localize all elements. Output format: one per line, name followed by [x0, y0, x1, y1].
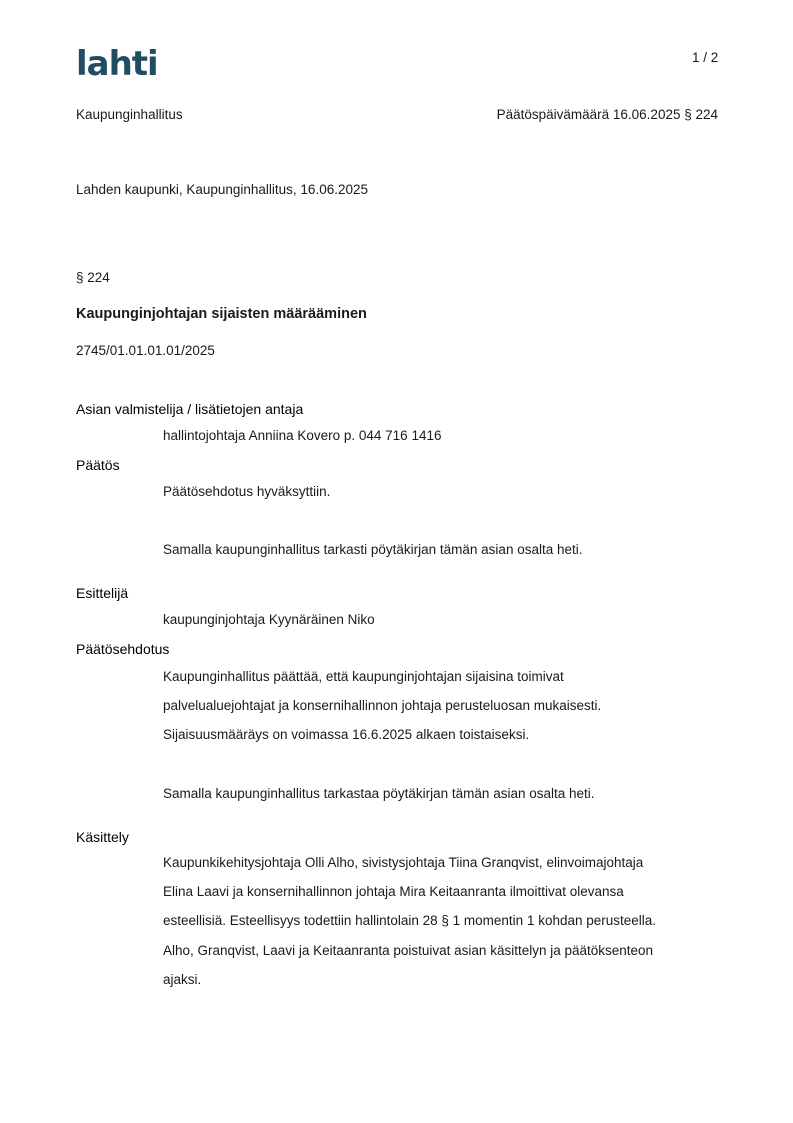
- proposal-closing: Samalla kaupunginhallitus tarkastaa pöytäkirjan tämän asian osalta heti.: [163, 786, 595, 801]
- proposal-line-3: Sijaisuusmääräys on voimassa 16.6.2025 alkaen toistaiseksi.: [163, 727, 530, 742]
- page-number: 1 / 2: [692, 50, 719, 65]
- handling-line-1: Kaupunkikehitysjohtaja Olli Alho, sivistysjohtaja Tiina Granqvist, elinvoimajohtaja: [163, 855, 644, 870]
- section-number: § 224: [76, 270, 110, 285]
- handling-line-2: Elina Laavi ja konsernihallinnon johtaja Mira Keitaanranta ilmoittivat olevansa: [163, 884, 624, 899]
- handling-heading: Käsittely: [76, 829, 129, 845]
- handling-line-4: Alho, Granqvist, Laavi ja Keitaanranta poistuivat asian käsittelyn ja päätöksenteon: [163, 943, 654, 958]
- presenter-text: kaupunginjohtaja Kyynäräinen Niko: [163, 612, 375, 627]
- preparer-heading: Asian valmistelija / lisätietojen antaja: [76, 401, 304, 417]
- body-name: Kaupunginhallitus: [76, 107, 183, 122]
- decision-date: Päätöspäivämäärä 16.06.2025 § 224: [496, 107, 718, 122]
- page-title: Kaupunginjohtajan sijaisten määrääminen: [76, 306, 367, 322]
- meeting-line: Lahden kaupunki, Kaupunginhallitus, 16.06.2025: [76, 182, 368, 197]
- record-id: 2745/01.01.01.01/2025: [76, 343, 215, 358]
- decision-heading: Päätös: [76, 457, 120, 473]
- lahti-logo: lahti: [76, 44, 158, 84]
- handling-line-5: ajaksi.: [163, 972, 202, 987]
- decision-line-1: Päätösehdotus hyväksyttiin.: [163, 484, 331, 499]
- proposal-line-1: Kaupunginhallitus päättää, että kaupunginjohtajan sijaisina toimivat: [163, 669, 564, 684]
- proposal-heading: Päätösehdotus: [76, 641, 170, 657]
- decision-line-2: Samalla kaupunginhallitus tarkasti pöytäkirjan tämän asian osalta heti.: [163, 542, 583, 557]
- handling-line-3: esteellisiä. Esteellisyys todettiin hallintolain 28 § 1 momentin 1 kohdan perusteella.: [163, 913, 657, 928]
- presenter-heading: Esittelijä: [76, 585, 129, 601]
- proposal-line-2: palvelualuejohtajat ja konsernihallinnon johtaja perusteluosan mukaisesti.: [163, 698, 602, 713]
- preparer-text: hallintojohtaja Anniina Kovero p. 044 716 1416: [163, 428, 442, 443]
